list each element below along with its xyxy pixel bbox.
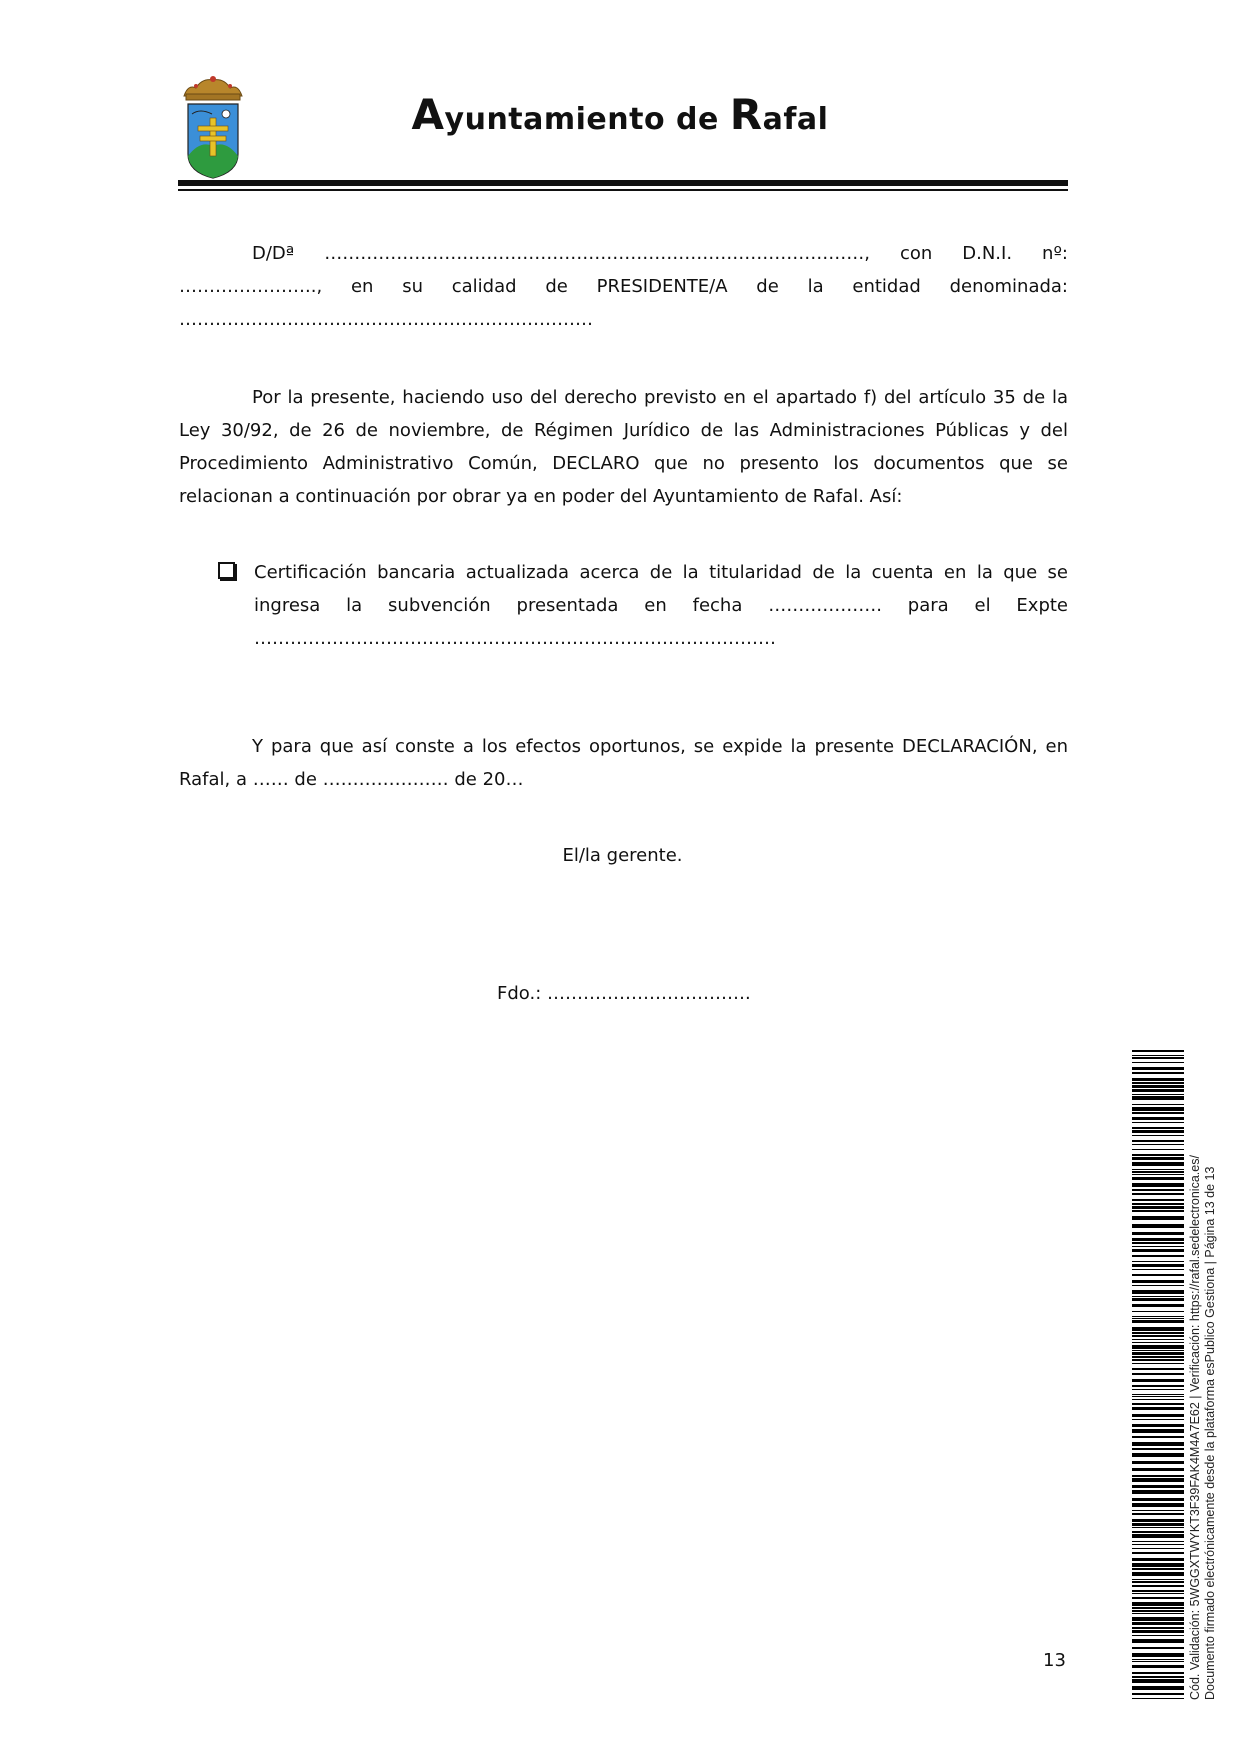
barcode-bar bbox=[1132, 1523, 1184, 1526]
title-initial-a: A bbox=[411, 90, 445, 139]
barcode-bar bbox=[1132, 1078, 1184, 1081]
barcode-bar bbox=[1132, 1290, 1184, 1294]
barcode-bar bbox=[1132, 1693, 1184, 1695]
barcode-bar bbox=[1132, 1379, 1184, 1382]
barcode-bar bbox=[1132, 1339, 1184, 1340]
barcode-bar bbox=[1132, 1177, 1184, 1180]
barcode-bar bbox=[1132, 1057, 1184, 1059]
barcode-bar bbox=[1132, 1672, 1184, 1674]
barcode-bar bbox=[1132, 1475, 1184, 1477]
barcode-bar bbox=[1132, 1558, 1184, 1561]
barcode-bar bbox=[1132, 1478, 1184, 1482]
barcode-bar bbox=[1132, 1429, 1184, 1433]
barcode-bar bbox=[1132, 1581, 1184, 1583]
verification-line-1: Cód. Validación: 5WGGXTWYKT3F39FAK4M4A7E62 | Verificación: https://rafal.sedelectronica.es/ bbox=[1188, 1155, 1202, 1700]
title-part-2: afal bbox=[762, 102, 829, 137]
barcode-bar bbox=[1132, 1513, 1184, 1515]
barcode-bar bbox=[1132, 1112, 1184, 1114]
barcode-bar bbox=[1132, 1352, 1184, 1355]
barcode-bar bbox=[1132, 1363, 1184, 1364]
barcode-bar bbox=[1132, 1548, 1184, 1549]
barcode-bar bbox=[1132, 1468, 1184, 1471]
declarant-paragraph: D/Dª ………………………………………………………………………………, con D.N.I. nº: ………………….., en su calidad de PRESIDENTE/A de la entidad denominada: …………………………………………………………… bbox=[179, 243, 1068, 330]
barcode-bar bbox=[1132, 1373, 1184, 1375]
barcode-bar bbox=[1132, 1597, 1184, 1599]
barcode-bar bbox=[1132, 1206, 1184, 1209]
barcode-bar bbox=[1132, 1072, 1184, 1074]
barcode-bar bbox=[1132, 1503, 1184, 1507]
barcode-bar bbox=[1132, 1394, 1184, 1395]
barcode-bar bbox=[1132, 1419, 1184, 1420]
barcode-bar bbox=[1132, 1096, 1184, 1100]
barcode-bar bbox=[1132, 1639, 1184, 1643]
barcode-bar bbox=[1132, 1698, 1184, 1699]
barcode-bar bbox=[1132, 1193, 1184, 1195]
barcode-bar bbox=[1132, 1203, 1184, 1205]
barcode-bar bbox=[1132, 1607, 1184, 1609]
barcode-bar bbox=[1132, 1579, 1184, 1580]
barcode-bar bbox=[1132, 1519, 1184, 1522]
barcode-bar bbox=[1132, 1122, 1184, 1123]
barcode-bar bbox=[1132, 1050, 1184, 1052]
barcode-bar bbox=[1132, 1342, 1184, 1343]
barcode-bar bbox=[1132, 1590, 1184, 1592]
barcode-bar bbox=[1132, 1174, 1184, 1175]
barcode-bar bbox=[1132, 1585, 1184, 1587]
barcode-bar bbox=[1132, 1135, 1184, 1136]
barcode-bar bbox=[1132, 1104, 1184, 1105]
barcode-bar bbox=[1132, 1311, 1184, 1312]
title-part-1: yuntamiento de bbox=[444, 102, 730, 137]
barcode-bar bbox=[1132, 1332, 1184, 1334]
closing-paragraph: Y para que así conste a los efectos oportunos, se expide la presente DECLARACIÓN, en Rafal, a …… de ………………… de 20… bbox=[179, 736, 1068, 790]
barcode-bar bbox=[1132, 1249, 1184, 1252]
barcode-bar bbox=[1132, 1232, 1184, 1235]
barcode-bar bbox=[1132, 1242, 1184, 1244]
barcode-bar bbox=[1132, 1269, 1184, 1270]
barcode-bar bbox=[1132, 1424, 1184, 1427]
barcode-bar bbox=[1132, 1298, 1184, 1301]
barcode-bar bbox=[1132, 1107, 1184, 1111]
barcode-bar bbox=[1132, 1154, 1184, 1156]
header-rule-thick bbox=[178, 180, 1068, 186]
barcode-bar bbox=[1132, 1117, 1184, 1120]
barcode-bar bbox=[1132, 1627, 1184, 1629]
barcode-bar bbox=[1132, 1094, 1184, 1095]
barcode-bar bbox=[1132, 1534, 1184, 1538]
barcode-bar bbox=[1132, 1082, 1184, 1084]
barcode-bar bbox=[1132, 1169, 1184, 1170]
title-initial-r: R bbox=[729, 90, 763, 139]
barcode-bar bbox=[1132, 1630, 1184, 1633]
barcode-bar bbox=[1132, 1345, 1184, 1349]
barcode-bar bbox=[1132, 1461, 1184, 1464]
barcode-bar bbox=[1132, 1210, 1184, 1212]
signer-role: El/la gerente. bbox=[562, 845, 683, 866]
barcode-bar bbox=[1132, 1544, 1184, 1545]
verification-stamp bbox=[1188, 1060, 1218, 1700]
barcode bbox=[1132, 1050, 1184, 1700]
barcode-bar bbox=[1132, 1285, 1184, 1286]
barcode-bar bbox=[1132, 1661, 1184, 1662]
barcode-bar bbox=[1132, 1572, 1184, 1576]
barcode-bar bbox=[1132, 1350, 1184, 1351]
barcode-bar bbox=[1132, 1610, 1184, 1612]
barcode-bar bbox=[1132, 1490, 1184, 1494]
barcode-bar bbox=[1132, 1162, 1184, 1166]
barcode-bar bbox=[1132, 1274, 1184, 1276]
barcode-bar bbox=[1132, 1067, 1184, 1070]
barcode-bar bbox=[1132, 1498, 1184, 1501]
barcode-bar bbox=[1132, 1541, 1184, 1542]
barcode-bar bbox=[1132, 1414, 1184, 1417]
barcode-bar bbox=[1132, 1676, 1184, 1678]
page-title bbox=[300, 90, 940, 139]
barcode-bar bbox=[1132, 1127, 1184, 1129]
barcode-bar bbox=[1132, 1453, 1184, 1457]
barcode-bar bbox=[1132, 1246, 1184, 1247]
barcode-bar bbox=[1132, 1199, 1184, 1201]
barcode-bar bbox=[1132, 1085, 1184, 1088]
barcode-bar bbox=[1132, 1617, 1184, 1621]
signature-line: Fdo.: ……………………………. bbox=[497, 983, 751, 1004]
barcode-bar bbox=[1132, 1144, 1184, 1145]
barcode-bar bbox=[1132, 1224, 1184, 1228]
barcode-bar bbox=[1132, 1320, 1184, 1323]
barcode-bar bbox=[1132, 1280, 1184, 1283]
barcode-bar bbox=[1132, 1686, 1184, 1690]
barcode-bar bbox=[1132, 1665, 1184, 1668]
barcode-bar bbox=[1132, 1130, 1184, 1133]
barcode-bar bbox=[1132, 1055, 1184, 1056]
barcode-bar bbox=[1132, 1171, 1184, 1173]
barcode-bar bbox=[1132, 1261, 1184, 1262]
verification-line-2: Documento firmado electrónicamente desde la plataforma esPublico Gestiona | Página 13 de 13 bbox=[1203, 1166, 1217, 1700]
declaration-paragraph: Por la presente, haciendo uso del derecho previsto en el apartado f) del artículo 35 de la Ley 30/92, de 26 de noviembre, de Régimen Jurídico de las Administraciones Públicas y del Procedimiento Administrativo Común, DECLARO que no presento los documentos que se relacionan a continuación por obrar ya en poder del Ayuntamiento de Rafal. Así: bbox=[179, 387, 1068, 507]
barcode-bar bbox=[1132, 1436, 1184, 1438]
barcode-bar bbox=[1132, 1448, 1184, 1450]
barcode-bar bbox=[1132, 1149, 1184, 1150]
header-rule-thin bbox=[178, 189, 1068, 191]
barcode-bar bbox=[1132, 1359, 1184, 1361]
barcode-bar bbox=[1132, 1183, 1184, 1187]
barcode-bar bbox=[1132, 1356, 1184, 1358]
coat-of-arms-logo bbox=[178, 74, 248, 182]
barcode-bar bbox=[1132, 1089, 1184, 1092]
barcode-bar bbox=[1132, 1255, 1184, 1257]
barcode-bar bbox=[1132, 1635, 1184, 1636]
barcode-bar bbox=[1132, 1368, 1184, 1370]
barcode-bar bbox=[1132, 1189, 1184, 1191]
barcode-bar bbox=[1132, 1647, 1184, 1649]
barcode-bar bbox=[1132, 1593, 1184, 1594]
checkbox-icon bbox=[218, 562, 235, 579]
barcode-bar bbox=[1132, 1403, 1184, 1405]
barcode-bar bbox=[1132, 1399, 1184, 1400]
barcode-bar bbox=[1132, 1335, 1184, 1337]
barcode-bar bbox=[1132, 1385, 1184, 1387]
barcode-bar bbox=[1132, 1264, 1184, 1267]
bullet-item: Certificación bancaria actualizada acerca de la titularidad de la cuenta en la que se ingresa la subvención presentada en fecha ………………. para el Expte …………………………………………………………………………… bbox=[254, 562, 1068, 649]
barcode-bar bbox=[1132, 1563, 1184, 1567]
barcode-bar bbox=[1132, 1140, 1184, 1142]
barcode-bar bbox=[1132, 1653, 1184, 1657]
barcode-bar bbox=[1132, 1062, 1184, 1063]
barcode-bar bbox=[1132, 1531, 1184, 1533]
barcode-bar bbox=[1132, 1442, 1184, 1446]
barcode-bar bbox=[1132, 1157, 1184, 1160]
barcode-bar bbox=[1132, 1318, 1184, 1319]
barcode-bar bbox=[1132, 1679, 1184, 1683]
barcode-bar bbox=[1132, 1659, 1184, 1660]
barcode-bar bbox=[1132, 1316, 1184, 1317]
barcode-bar bbox=[1132, 1304, 1184, 1307]
barcode-bar bbox=[1132, 1485, 1184, 1488]
page-number: 13 bbox=[1043, 1650, 1066, 1671]
barcode-bar bbox=[1132, 1407, 1184, 1410]
barcode-bar bbox=[1132, 1602, 1184, 1606]
barcode-bar bbox=[1132, 1296, 1184, 1297]
barcode-bar bbox=[1132, 1613, 1184, 1614]
barcode-bar bbox=[1132, 1216, 1184, 1220]
barcode-bar bbox=[1132, 1327, 1184, 1331]
barcode-bar bbox=[1132, 1622, 1184, 1625]
barcode-bar bbox=[1132, 1396, 1184, 1397]
barcode-bar bbox=[1132, 1389, 1184, 1390]
barcode-bar bbox=[1132, 1527, 1184, 1528]
barcode-bar bbox=[1132, 1238, 1184, 1241]
barcode-bar bbox=[1132, 1510, 1184, 1511]
barcode-bar bbox=[1132, 1568, 1184, 1570]
barcode-bar bbox=[1132, 1552, 1184, 1554]
